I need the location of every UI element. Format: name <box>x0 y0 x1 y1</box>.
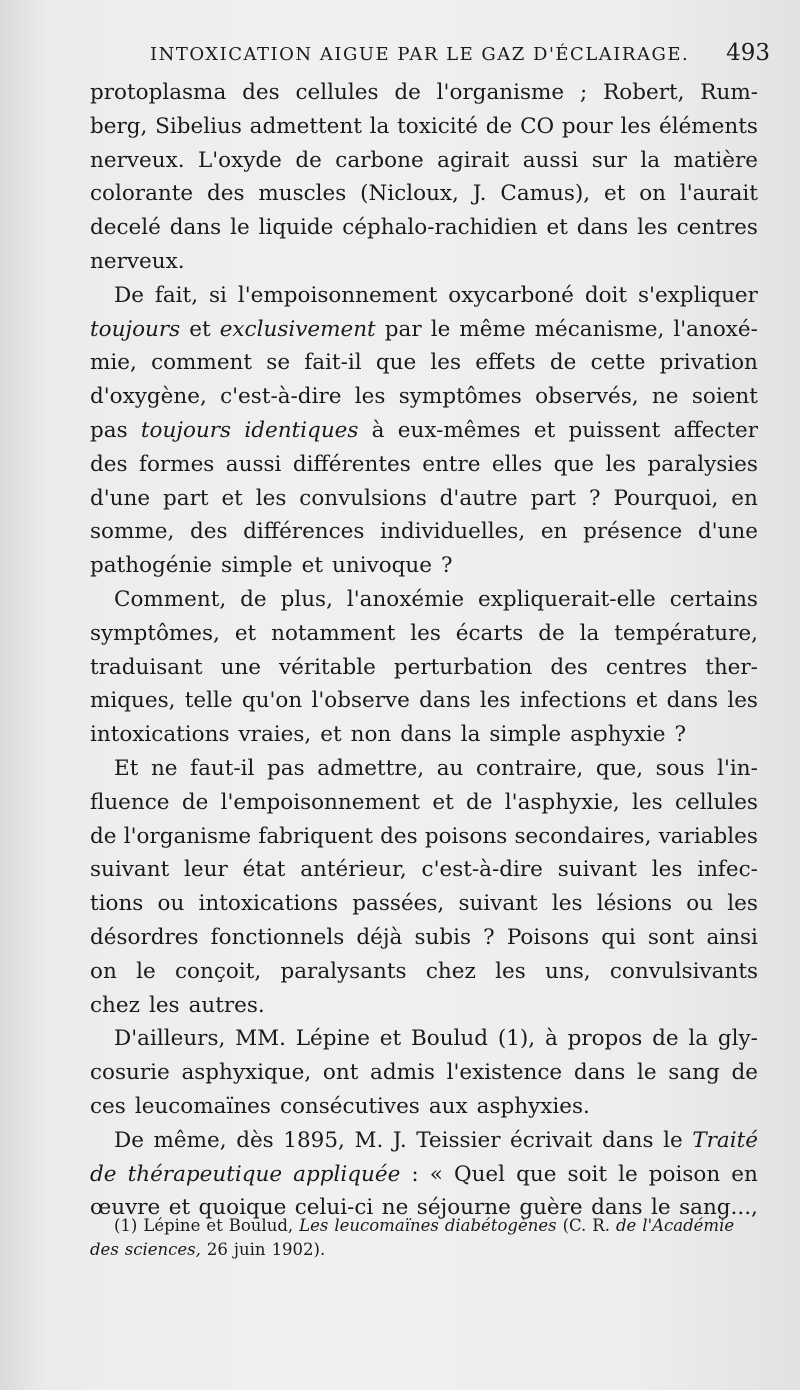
text-line: de thérapeutique appliquée : « Quel que soit le poison en <box>90 1161 758 1187</box>
text-line: somme, des différences individuelles, en présence d'une <box>90 519 758 545</box>
text-line: De même, dès 1895, M. J. Teissier écrivait dans le Traité <box>114 1127 758 1153</box>
running-title: INTOXICATION AIGUE PAR LE GAZ D'ÉCLAIRAGE. <box>150 44 690 65</box>
text-line: cosurie asphyxique, ont admis l'existence dans le sang de <box>90 1060 758 1086</box>
text-line: pas toujours identiques à eux-mêmes et puissent affecter <box>90 417 758 443</box>
text-line: nerveux. L'oxyde de carbone agirait aussi sur la matière <box>90 147 758 173</box>
text-line: fluence de l'empoisonnement et de l'asphyxie, les cellules <box>90 789 758 815</box>
text-line: tions ou intoxications passées, suivant les lésions ou les <box>90 891 758 917</box>
body-text <box>90 76 758 1225</box>
text-line: ces leucomaïnes consécutives aux asphyxies. <box>90 1093 590 1119</box>
page-header <box>150 40 770 74</box>
text-line: mie, comment se fait-il que les effets de cette privation <box>90 350 758 376</box>
text-line: toujours et exclusivement par le même mécanisme, l'anoxé- <box>90 316 758 342</box>
text-line: désordres fonctionnels déjà subis ? Poisons qui sont ainsi <box>90 924 758 950</box>
text-line: œuvre et quoique celui-ci ne séjourne guère dans le sang..., <box>90 1195 758 1221</box>
text-line: on le conçoit, paralysants chez les uns, convulsivants <box>90 958 758 984</box>
text-line: colorante des muscles (Nicloux, J. Camus), et on l'aurait <box>90 181 758 207</box>
text-line: protoplasma des cellules de l'organisme ; Robert, Rum- <box>90 80 758 105</box>
text-line: traduisant une véritable perturbation des centres ther- <box>90 654 758 680</box>
text-line: nerveux. <box>90 248 185 274</box>
footnote-line: (1) Lépine et Boulud, Les leucomaïnes diabétogènes (C. R. de l'Académie <box>114 1216 735 1235</box>
text-line: Comment, de plus, l'anoxémie expliquerait-elle certains <box>114 586 758 612</box>
text-line: D'ailleurs, MM. Lépine et Boulud (1), à propos de la gly- <box>114 1026 758 1052</box>
text-line: des formes aussi différentes entre elles que les paralysies <box>90 451 758 477</box>
text-line: Et ne faut-il pas admettre, au contraire, que, sous l'in- <box>114 755 758 781</box>
text-line: decelé dans le liquide céphalo-rachidien et dans les centres <box>90 215 758 241</box>
text-line: suivant leur état antérieur, c'est-à-dire suivant les infec- <box>90 857 758 883</box>
footnote-area <box>90 1214 760 1262</box>
text-line: de l'organisme fabriquent des poisons secondaires, variables <box>90 823 758 849</box>
text-line: d'oxygène, c'est-à-dire les symptômes observés, ne soient <box>90 384 758 410</box>
text-line: symptômes, et notamment les écarts de la température, <box>90 620 758 646</box>
text-line: chez les autres. <box>90 992 265 1018</box>
text-line: pathogénie simple et univoque ? <box>90 553 453 579</box>
text-line: De fait, si l'empoisonnement oxycarboné doit s'expliquer <box>114 282 758 308</box>
footnote-line: des sciences, 26 juin 1902). <box>90 1240 326 1259</box>
text-line: miques, telle qu'on l'observe dans les infections et dans les <box>90 688 758 714</box>
text-line: d'une part et les convulsions d'autre part ? Pourquoi, en <box>90 485 758 511</box>
text-line: intoxications vraies, et non dans la simple asphyxie ? <box>90 722 686 748</box>
text-line: berg, Sibelius admettent la toxicité de CO pour les éléments <box>90 113 758 139</box>
page-number: 493 <box>726 40 770 66</box>
